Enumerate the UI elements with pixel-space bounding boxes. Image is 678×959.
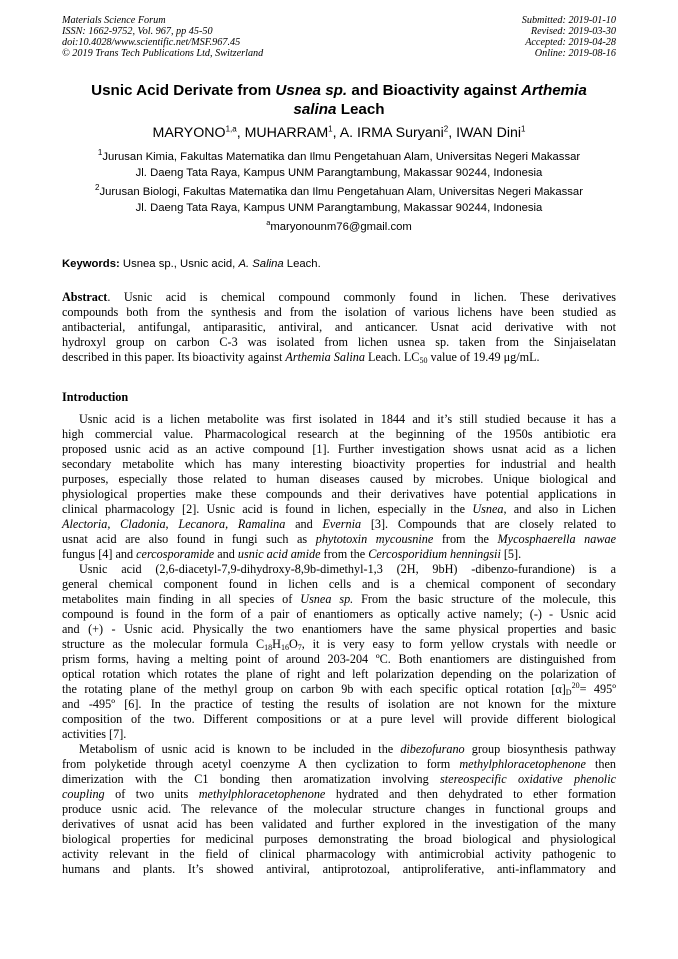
body-line: secondary metabolite which has many interesting bioactivity properties for industrial and health — [62, 457, 616, 471]
email-mark: a — [266, 218, 271, 228]
journal-issn: ISSN: 1662-9752, Vol. 967, pp 45-50 — [62, 26, 213, 38]
affil-mark: 2 — [95, 183, 100, 193]
body-text: metabolites main finding in all species of — [62, 592, 301, 606]
submission-dates — [522, 15, 616, 59]
body-line — [62, 502, 616, 517]
affiliation-2 — [62, 184, 616, 216]
body-text: hydrated and then dehydrated to ether formation — [325, 787, 616, 801]
abstract-line: hydroxyl group on carbon C-3 was isolated from lichen usnea sp. taken from the Sinjaiselatan — [62, 335, 616, 349]
body-line: humans and plants. It’s showed antiviral, antiprotozoal, antiproliferative, anti-inflammatory and — [62, 862, 616, 876]
affiliation-1 — [62, 149, 616, 181]
body-line: derivatives of usnat acid has been validated and further explored in the investigation of the many — [62, 817, 616, 831]
body-text: Usnea sp. — [300, 592, 354, 606]
date-revised: Revised: 2019-03-30 — [530, 26, 616, 38]
rotation-superscript: 20 — [571, 681, 580, 690]
date-online: Online: 2019-08-16 — [534, 48, 616, 60]
author-name: , MUHARRAM — [236, 125, 329, 141]
author-list — [62, 125, 616, 142]
body-text: fungus [4] and — [62, 547, 137, 561]
body-text: Metabolism of usnic acid is known to be included in the — [79, 742, 401, 756]
keywords-text: Leach. — [283, 258, 321, 270]
body-text: of two units — [104, 787, 199, 801]
affil-mark: 1 — [97, 148, 103, 158]
body-line — [62, 532, 616, 547]
title-part: Usnea sp. — [275, 82, 348, 99]
body-text: From the basic structure of the molecule, this — [353, 592, 616, 606]
formula-subscript: 7 — [297, 643, 302, 652]
keywords-label: Keywords: — [62, 258, 120, 270]
body-line: optical rotation which rotates the plane of right and left polarization depending on the polarization of — [62, 667, 616, 681]
body-line: proposed usnic acid as an active compound [1]. Further investigation shows usnat acid as a lichen — [62, 442, 616, 456]
journal-name: Materials Science Forum — [62, 15, 166, 26]
title-part: salina — [293, 101, 337, 118]
body-text: Evernia — [322, 517, 362, 531]
body-line: Usnic acid (2,6-diacetyl-7,9-dihydroxy-8,9b-dimethyl-1,3 (2H, 9bH) -dibenzo-furandione) is a — [79, 562, 616, 576]
date-submitted: Submitted: 2019-01-10 — [521, 15, 616, 26]
body-text: and — [214, 547, 238, 561]
body-line — [62, 757, 616, 772]
body-line: general chemical component found in lichen cells and is a chemical component of secondary — [62, 577, 616, 591]
body-line — [62, 517, 616, 532]
body-line: biological properties for medicinal purposes demonstrating the broad biological and physiological — [62, 832, 616, 846]
body-text: coupling — [62, 787, 105, 801]
abstract-line — [62, 350, 616, 365]
body-text: clinical pharmacology [2]. Usnic acid is found in lichen, especially in the — [62, 502, 473, 516]
abstract-subscript: 50 — [419, 356, 428, 365]
body-text: , it is very easy to form yellow crystals with needle or — [301, 637, 616, 651]
author-affil-mark: 2 — [443, 124, 449, 134]
body-line: prism forms, having a melting point of around 203-204 ºC. Both enantiomers are distinguished from — [62, 652, 616, 666]
author-email — [62, 220, 616, 234]
body-text: cercosporamide — [136, 547, 215, 561]
body-text: phytotoxin mycousnine — [315, 532, 434, 546]
journal-copyright: © 2019 Trans Tech Publications Ltd, Switzerland — [62, 48, 264, 60]
abstract-text: value of 19.49 μg/mL. — [427, 350, 540, 364]
author-name: , A. IRMA Suryani — [332, 125, 444, 141]
body-text: then — [585, 757, 616, 771]
body-line: produce usnic acid. The relevance of the molecular structure changes in functional groups and — [62, 802, 616, 816]
abstract-line — [62, 290, 616, 305]
body-line: compound is found in the form of a pair of enantiomers as optically active namely; (-) - Usnic acid — [62, 607, 616, 621]
body-text: from polyketide through acetyl coenzyme A then cyclization to form — [62, 757, 460, 771]
body-line — [62, 592, 616, 607]
body-text: group biosynthesis pathway — [464, 742, 616, 756]
body-text: Cercosporidium henningsii — [368, 547, 501, 561]
author-affil-mark: 1,a — [225, 124, 237, 134]
body-text: stereospecific oxidative phenolic — [440, 772, 616, 786]
formula-subscript: 18 — [264, 643, 273, 652]
body-text: O — [288, 637, 298, 651]
author-affil-mark: 1 — [328, 124, 333, 134]
body-line — [62, 787, 616, 802]
body-line: composition of the two. Different compositions or at a pure level will provide different biological — [62, 712, 616, 726]
body-line: activities [7]. — [62, 727, 127, 741]
body-text: methylphloracetophenone — [459, 757, 586, 771]
keywords-text: A. Salina — [238, 258, 284, 270]
abstract-text: Arthemia Salina — [285, 350, 365, 364]
rotation-subscript: D — [565, 688, 572, 697]
title-part: and Bioactivity against — [347, 82, 522, 99]
body-line: and -495º [6]. In the practice of testing the results of isolation are not known for the mixture — [62, 697, 616, 711]
body-line: high commercial value. Pharmacological research at the beginning of the 1950s antibiotic era — [62, 427, 616, 441]
title-part: Arthemia — [521, 82, 587, 99]
body-text: from the — [433, 532, 498, 546]
body-text: [5]. — [500, 547, 522, 561]
body-text: from the — [320, 547, 369, 561]
date-accepted: Accepted: 2019-04-28 — [525, 37, 616, 49]
author-name: MARYONO — [152, 125, 226, 141]
body-line — [62, 637, 616, 652]
journal-doi: doi:10.4028/www.scientific.net/MSF.967.45 — [62, 37, 241, 49]
keywords-text: Usnea sp., Usnic acid, — [119, 258, 239, 270]
title-part: Leach — [336, 101, 385, 118]
formula-subscript: 16 — [280, 643, 289, 652]
body-text: [3]. Compounds that are closely related to — [361, 517, 616, 531]
body-text: , and also in Lichen — [503, 502, 616, 516]
author-affil-mark: 1 — [521, 124, 526, 134]
affil-line: Jurusan Biologi, Fakultas Matematika dan Ilmu Pengetahuan Alam, Universitas Negeri Makassar — [99, 186, 583, 198]
abstract-line: compounds both from the synthesis and from the isolation of various lichens have been studied as — [62, 305, 616, 319]
keywords — [62, 257, 616, 271]
body-line — [62, 772, 616, 787]
affil-line: Jurusan Kimia, Fakultas Matematika dan Ilmu Pengetahuan Alam, Universitas Negeri Makassar — [102, 151, 581, 163]
body-line — [62, 682, 616, 697]
journal-info — [62, 15, 263, 59]
body-text: and — [285, 517, 323, 531]
affil-line: Jl. Daeng Tata Raya, Kampus UNM Parangtambung, Makassar 90244, Indonesia — [135, 202, 543, 214]
body-text: dimerization with the C1 bonding then aromatization involving — [62, 772, 441, 786]
body-text: the rotating plane of the methyl group on carbon 9b with each specific optical rotation [α] — [62, 682, 566, 696]
body-text: methylphloracetophenone — [198, 787, 326, 801]
body-line: activity relevant in the field of clinical pharmacology with antimicrobial activity pathogenic to — [62, 847, 616, 861]
body-line: Usnic acid is a lichen metabolite was first isolated in 1844 and it’s still studied because it has a — [79, 412, 616, 426]
body-text: dibezofurano — [400, 742, 465, 756]
body-text: Mycosphaerella nawae — [497, 532, 616, 546]
title-part: Usnic Acid Derivate from — [91, 82, 276, 99]
abstract-text: Leach. LC — [364, 350, 420, 364]
abstract-text: described in this paper. Its bioactivity against — [62, 350, 286, 364]
affil-line: Jl. Daeng Tata Raya, Kampus UNM Parangtambung, Makassar 90244, Indonesia — [135, 167, 543, 179]
body-line — [62, 742, 616, 757]
body-text: structure as the molecular formula C — [62, 637, 265, 651]
abstract-label: Abstract — [62, 290, 108, 304]
email-address[interactable]: maryonounm76@gmail.com — [270, 221, 412, 233]
body-line: purposes, especially those related to human diseases caused by microbes. Unique biological and — [62, 472, 616, 486]
body-line — [62, 547, 616, 562]
body-text: Usnea — [472, 502, 504, 516]
body-text: usnat acid are also found in fungi such as — [62, 532, 316, 546]
abstract-text: . Usnic acid is chemical compound commonly found in lichen. These derivatives — [107, 290, 616, 304]
body-line: physiological properties make these compounds and their derivatives have potential applications in — [62, 487, 616, 501]
paper-title — [62, 81, 616, 119]
author-name: , IWAN Dini — [448, 125, 522, 141]
body-text: usnic acid amide — [237, 547, 321, 561]
body-text: Alectoria, Cladonia, Lecanora, Ramalina — [62, 517, 286, 531]
section-heading-introduction: Introduction — [62, 390, 129, 404]
body-text: = 495º — [579, 682, 616, 696]
body-text: H — [272, 637, 281, 651]
abstract-line: antibacterial, antifungal, antiparasitic, antiviral, and anticancer. Usnat acid derivative with not — [62, 320, 616, 334]
body-line: and (+) - Usnic acid. Physically the two enantiomers have the same physical properties and basic — [62, 622, 616, 636]
